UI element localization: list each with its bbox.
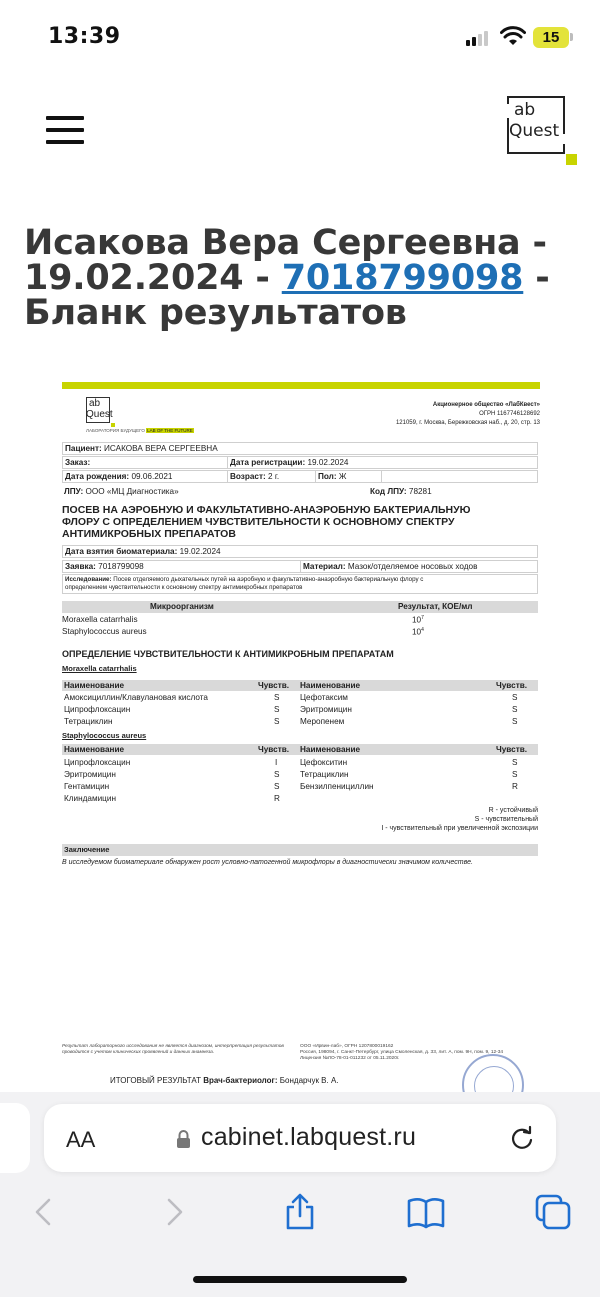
labquest-logo[interactable] (504, 94, 578, 166)
lock-icon (176, 1129, 191, 1149)
url-text[interactable]: cabinet.labquest.ru (201, 1123, 417, 1151)
sensitivity-title: ОПРЕДЕЛЕНИЕ ЧУВСТВИТЕЛЬНОСТИ К АНТИМИКРОБНЫМ ПРЕПАРАТАМ (62, 649, 394, 659)
patient-row: Пациент: ИСАКОВА ВЕРА СЕРГЕЕВНА (62, 442, 538, 455)
sensitivity-row: Ципрофлоксацин S Эритромицин S (64, 705, 518, 714)
doc-logo: ab Quest (84, 395, 116, 431)
home-indicator[interactable] (193, 1276, 407, 1283)
organism-row-1: Moraxella catarrhalis $10^7$ (62, 615, 424, 625)
conclusion-header: Заключение (62, 844, 538, 856)
sensitivity-organism-1: Moraxella catarrhalis (62, 664, 137, 673)
wifi-icon (500, 25, 526, 47)
title-date: 19.02.2024 (24, 258, 244, 298)
battery-icon: 15 (533, 27, 569, 48)
back-icon[interactable] (24, 1192, 64, 1232)
footer-lab-info: ООО «Ирвин-лаб», ОГРН 1207800019162 Россия, 198094, г. Санкт-Петербург, улица Смоленская, д. 33, лит. А, пом. 9Н, пом. 9, 12-34 Лицензия №ЛО-78-01-011232 от 05.11.2020г. (300, 1044, 504, 1061)
doc-accent-bar (62, 382, 540, 389)
sensitivity-row: Амоксициллин/Клавулановая кислота S Цефотаксим S (64, 693, 518, 702)
address-bar[interactable] (44, 1104, 556, 1172)
sensitivity-row: Гентамицин S Бензилпенициллин R (64, 782, 518, 791)
signal-icon (466, 30, 492, 46)
order-row: Заказ: Дата регистрации: 19.02.2024 (62, 456, 538, 469)
sensitivity-row: Клиндамицин R (64, 794, 280, 803)
sensitivity-header-2: Наименование Чувств. Наименование Чувств. (62, 744, 538, 755)
title-suffix: Бланк результатов (24, 293, 407, 333)
sensitivity-organism-2: Staphylococcus aureus (62, 731, 147, 740)
footer-disclaimer: Результат лабораторного исследования не является диагнозом, интерпретация результатов проводится с учетом клинических проявлений и данных анамнеза. (62, 1044, 284, 1055)
final-result: ИТОГОВЫЙ РЕЗУЛЬТАТ Врач-бактериолог: Бондарчук В. А. (110, 1076, 339, 1085)
patient-name: Исакова Вера Сергеевна (24, 223, 521, 263)
birth-row: Дата рождения: 09.06.2021 Возраст: 2 г. Пол: Ж (62, 470, 538, 483)
request-row: Заявка: 7018799098 Материал: Мазок/отделяемое носовых ходов (62, 560, 538, 573)
reload-icon[interactable] (508, 1124, 536, 1152)
bookmarks-icon[interactable] (406, 1192, 446, 1232)
study-row: Исследование: Посев отделяемого дыхательных путей на аэробную и факультативно-анаэробную бактериальную флору с определением чувствительности к основному спектру антимикробных препаратов (62, 574, 538, 594)
lpu-row: ЛПУ: ООО «МЦ Диагностика» Код ЛПУ: 78281 (64, 487, 432, 496)
analysis-title: ПОСЕВ НА АЭРОБНУЮ И ФАКУЛЬТАТИВНО-АНАЭРОБНУЮ БАКТЕРИАЛЬНУЮ ФЛОРУ С ОПРЕДЕЛЕНИЕМ ЧУВСТВИТЕЛЬНОСТИ К ОСНОВНОМУ СПЕКТРУ АНТИМИКРОБНЫХ ПРЕПАРАТОВ (62, 504, 471, 540)
sensitivity-row: Эритромицин S Тетрациклин S (64, 770, 518, 779)
sample-date-row: Дата взятия биоматериала: 19.02.2024 (62, 545, 538, 558)
page-title: Исакова Вера Сергеевна - 19.02.2024 - 7018799098 - Бланк результатов (24, 223, 550, 333)
forward-icon[interactable] (154, 1192, 194, 1232)
organism-row-2: Staphylococcus aureus $10^4$ (62, 627, 424, 637)
conclusion-text: В исследуемом биоматериале обнаружен рост условно-патогенной микрофлоры в диагностически значимом количестве. (62, 859, 473, 866)
order-number-link[interactable]: 7018799098 (281, 258, 524, 298)
battery-cap (570, 33, 573, 41)
previous-tab-preview[interactable] (0, 1103, 30, 1173)
text-size-button[interactable]: AA (66, 1127, 96, 1152)
tabs-icon[interactable] (533, 1192, 573, 1232)
company-info: Акционерное общество «ЛабКвест» ОГРН 1167746128692 121059, г. Москва, Бережковская наб., д. 20, стр. 13 (395, 402, 540, 426)
sensitivity-header-1: Наименование Чувств. Наименование Чувств. (62, 680, 538, 691)
logo-accent-square (566, 154, 577, 165)
doc-slogan: ЛАБОРАТОРИЯ БУДУЩЕГО LAB OF THE FUTURE (86, 428, 193, 433)
share-icon[interactable] (280, 1192, 320, 1232)
results-document[interactable] (62, 382, 540, 1092)
sensitivity-row: Ципрофлоксацин I Цефокситин S (64, 758, 518, 767)
hamburger-icon[interactable] (46, 114, 86, 146)
sensitivity-row: Тетрациклин S Меропенем S (64, 717, 518, 726)
logo-text: ab Quest (509, 100, 560, 141)
sensitivity-legend: R - устойчивый S - чувствительный I - чувствительный при увеличенной экспозиции (381, 807, 538, 832)
status-time: 13:39 (48, 24, 121, 49)
status-bar (0, 0, 600, 80)
organisms-header: Микроорганизм Результат, КОЕ/мл (62, 601, 538, 613)
